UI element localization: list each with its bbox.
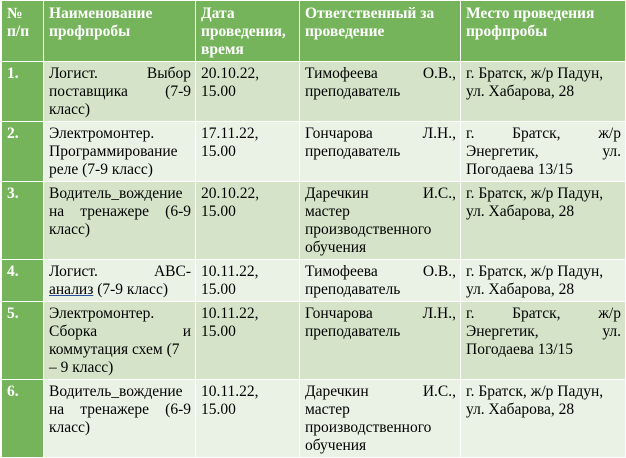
text-part: тренажере xyxy=(80,203,150,220)
text-part: – 9 класс) xyxy=(49,359,114,376)
text-part: Энергетик, xyxy=(466,143,539,160)
text-part: Электромонтер. xyxy=(49,305,155,322)
text-part: производственного xyxy=(305,221,432,238)
date-line: 17.11.22, xyxy=(201,125,259,142)
text-part: ул. Хабарова, 28 xyxy=(466,401,575,418)
time-line: 15.00 xyxy=(201,401,236,418)
text-part: (6-9 xyxy=(165,401,191,418)
header-num: № п/п xyxy=(2,1,44,62)
text-part: ул. Хабарова, 28 xyxy=(466,281,575,298)
row-number: 6. xyxy=(2,380,44,458)
text-part: на xyxy=(49,401,65,418)
probe-date xyxy=(196,380,300,458)
text-part: мастер xyxy=(305,203,350,220)
text-part: Гончарова xyxy=(305,305,373,322)
text-part: ул. xyxy=(602,323,621,340)
schedule-table xyxy=(1,0,626,458)
probe-name xyxy=(44,62,196,122)
text-part: Тимофеева xyxy=(305,65,378,82)
text-part: И.С., xyxy=(422,185,456,202)
probe-place xyxy=(461,182,626,260)
probe-place xyxy=(461,380,626,458)
text-part: преподаватель xyxy=(305,323,401,340)
text-part: класс) xyxy=(49,221,91,238)
text-part: О.В., xyxy=(422,65,456,82)
text-part: АВС- xyxy=(153,263,191,280)
header-date: Дата проведения, время xyxy=(196,1,300,62)
text-part: обучения xyxy=(305,239,367,256)
row-number: 5. xyxy=(2,302,44,380)
text-part: преподаватель xyxy=(305,83,401,100)
text-part: ул. Хабарова, 28 xyxy=(466,203,575,220)
text-part: Водитель_вождение xyxy=(49,383,183,400)
text-part: Братск, xyxy=(512,305,561,322)
probe-responsible xyxy=(300,62,461,122)
probe-date xyxy=(196,122,300,182)
probe-name xyxy=(44,380,196,458)
row-number: 1. xyxy=(2,62,44,122)
text-part: ул. xyxy=(602,143,621,160)
probe-date xyxy=(196,182,300,260)
header-name: Наименование профпробы xyxy=(44,1,196,62)
text-part: Электромонтер. xyxy=(49,125,155,142)
text-part: класс) xyxy=(49,101,91,118)
time-line: 15.00 xyxy=(201,323,236,340)
text-part: О.В., xyxy=(422,263,456,280)
text-part: г. Братск, ж/р Падун, xyxy=(466,65,604,82)
date-line: 10.11.22, xyxy=(201,263,259,280)
text-part: Даречкин xyxy=(305,185,369,202)
date-line: 20.10.22, xyxy=(201,185,260,202)
row-number: 3. xyxy=(2,182,44,260)
text-part: г. Братск, ж/р Падун, xyxy=(466,263,604,280)
text-part: И.С., xyxy=(422,383,456,400)
probe-responsible xyxy=(300,260,461,302)
text-part: реле (7-9 класс) xyxy=(49,161,153,178)
text-part: класс) xyxy=(49,419,91,436)
probe-responsible xyxy=(300,182,461,260)
probe-name xyxy=(44,260,196,302)
time-line: 15.00 xyxy=(201,203,236,220)
time-line: 15.00 xyxy=(201,281,236,298)
text-part: (7-9 xyxy=(165,83,191,100)
date-line: 10.11.22, xyxy=(201,305,259,322)
probe-responsible xyxy=(300,380,461,458)
probe-name xyxy=(44,302,196,380)
probe-date xyxy=(196,260,300,302)
probe-place xyxy=(461,302,626,380)
probe-place xyxy=(461,62,626,122)
text-part: Выбор xyxy=(146,65,191,82)
table-row xyxy=(2,260,626,302)
text-part: Логист. xyxy=(49,263,98,280)
probe-responsible xyxy=(300,302,461,380)
text-part: ж/р xyxy=(598,125,621,142)
text-part: производственного xyxy=(305,419,432,436)
text-part: Л.Н., xyxy=(422,125,456,142)
text-part: поставщика xyxy=(49,83,128,100)
text-part: Тимофеева xyxy=(305,263,378,280)
text-part: Погодаева 13/15 xyxy=(466,161,574,178)
header-responsible: Ответственный за проведение xyxy=(300,1,461,62)
text-part: г. xyxy=(466,305,475,322)
date-line: 10.11.22, xyxy=(201,383,259,400)
table-row xyxy=(2,62,626,122)
date-line: 20.10.22, xyxy=(201,65,260,82)
probe-place xyxy=(461,122,626,182)
text-part: Гончарова xyxy=(305,125,373,142)
text-part: Водитель_вождение xyxy=(49,185,183,202)
header-row xyxy=(2,1,626,62)
text-part: анализ xyxy=(49,281,94,298)
row-number: 2. xyxy=(2,122,44,182)
text-part: Братск, xyxy=(512,125,561,142)
text-part: (6-9 xyxy=(165,203,191,220)
text-part: Даречкин xyxy=(305,383,369,400)
probe-date xyxy=(196,62,300,122)
probe-name xyxy=(44,122,196,182)
text-part: (7-9 класс) xyxy=(97,281,168,298)
time-line: 15.00 xyxy=(201,143,236,160)
text-part: коммутация схем (7 xyxy=(49,341,180,358)
probe-date xyxy=(196,302,300,380)
text-part: Л.Н., xyxy=(422,305,456,322)
table-row xyxy=(2,380,626,458)
time-line: 15.00 xyxy=(201,83,236,100)
table-row xyxy=(2,122,626,182)
probe-responsible xyxy=(300,122,461,182)
text-part: Программирование xyxy=(49,143,178,160)
probe-place xyxy=(461,260,626,302)
text-part: и xyxy=(182,323,191,340)
text-part: г. Братск, ж/р Падун, xyxy=(466,185,604,202)
text-part: Энергетик, xyxy=(466,323,539,340)
text-part: преподаватель xyxy=(305,281,401,298)
text-part: тренажере xyxy=(80,401,150,418)
row-number: 4. xyxy=(2,260,44,302)
table-row xyxy=(2,182,626,260)
text-part: Логист. xyxy=(49,65,98,82)
header-place: Место проведения профпробы xyxy=(461,1,626,62)
text-part: обучения xyxy=(305,437,367,454)
text-part: Погодаева 13/15 xyxy=(466,341,574,358)
text-part: преподаватель xyxy=(305,143,401,160)
text-part: г. xyxy=(466,125,475,142)
table-row xyxy=(2,302,626,380)
text-part: ж/р xyxy=(598,305,621,322)
text-part: ул. Хабарова, 28 xyxy=(466,83,575,100)
text-part: Сборка xyxy=(49,323,98,340)
probe-name xyxy=(44,182,196,260)
text-part: на xyxy=(49,203,65,220)
text-part: г. Братск, ж/р Падун, xyxy=(466,383,604,400)
text-part: мастер xyxy=(305,401,350,418)
